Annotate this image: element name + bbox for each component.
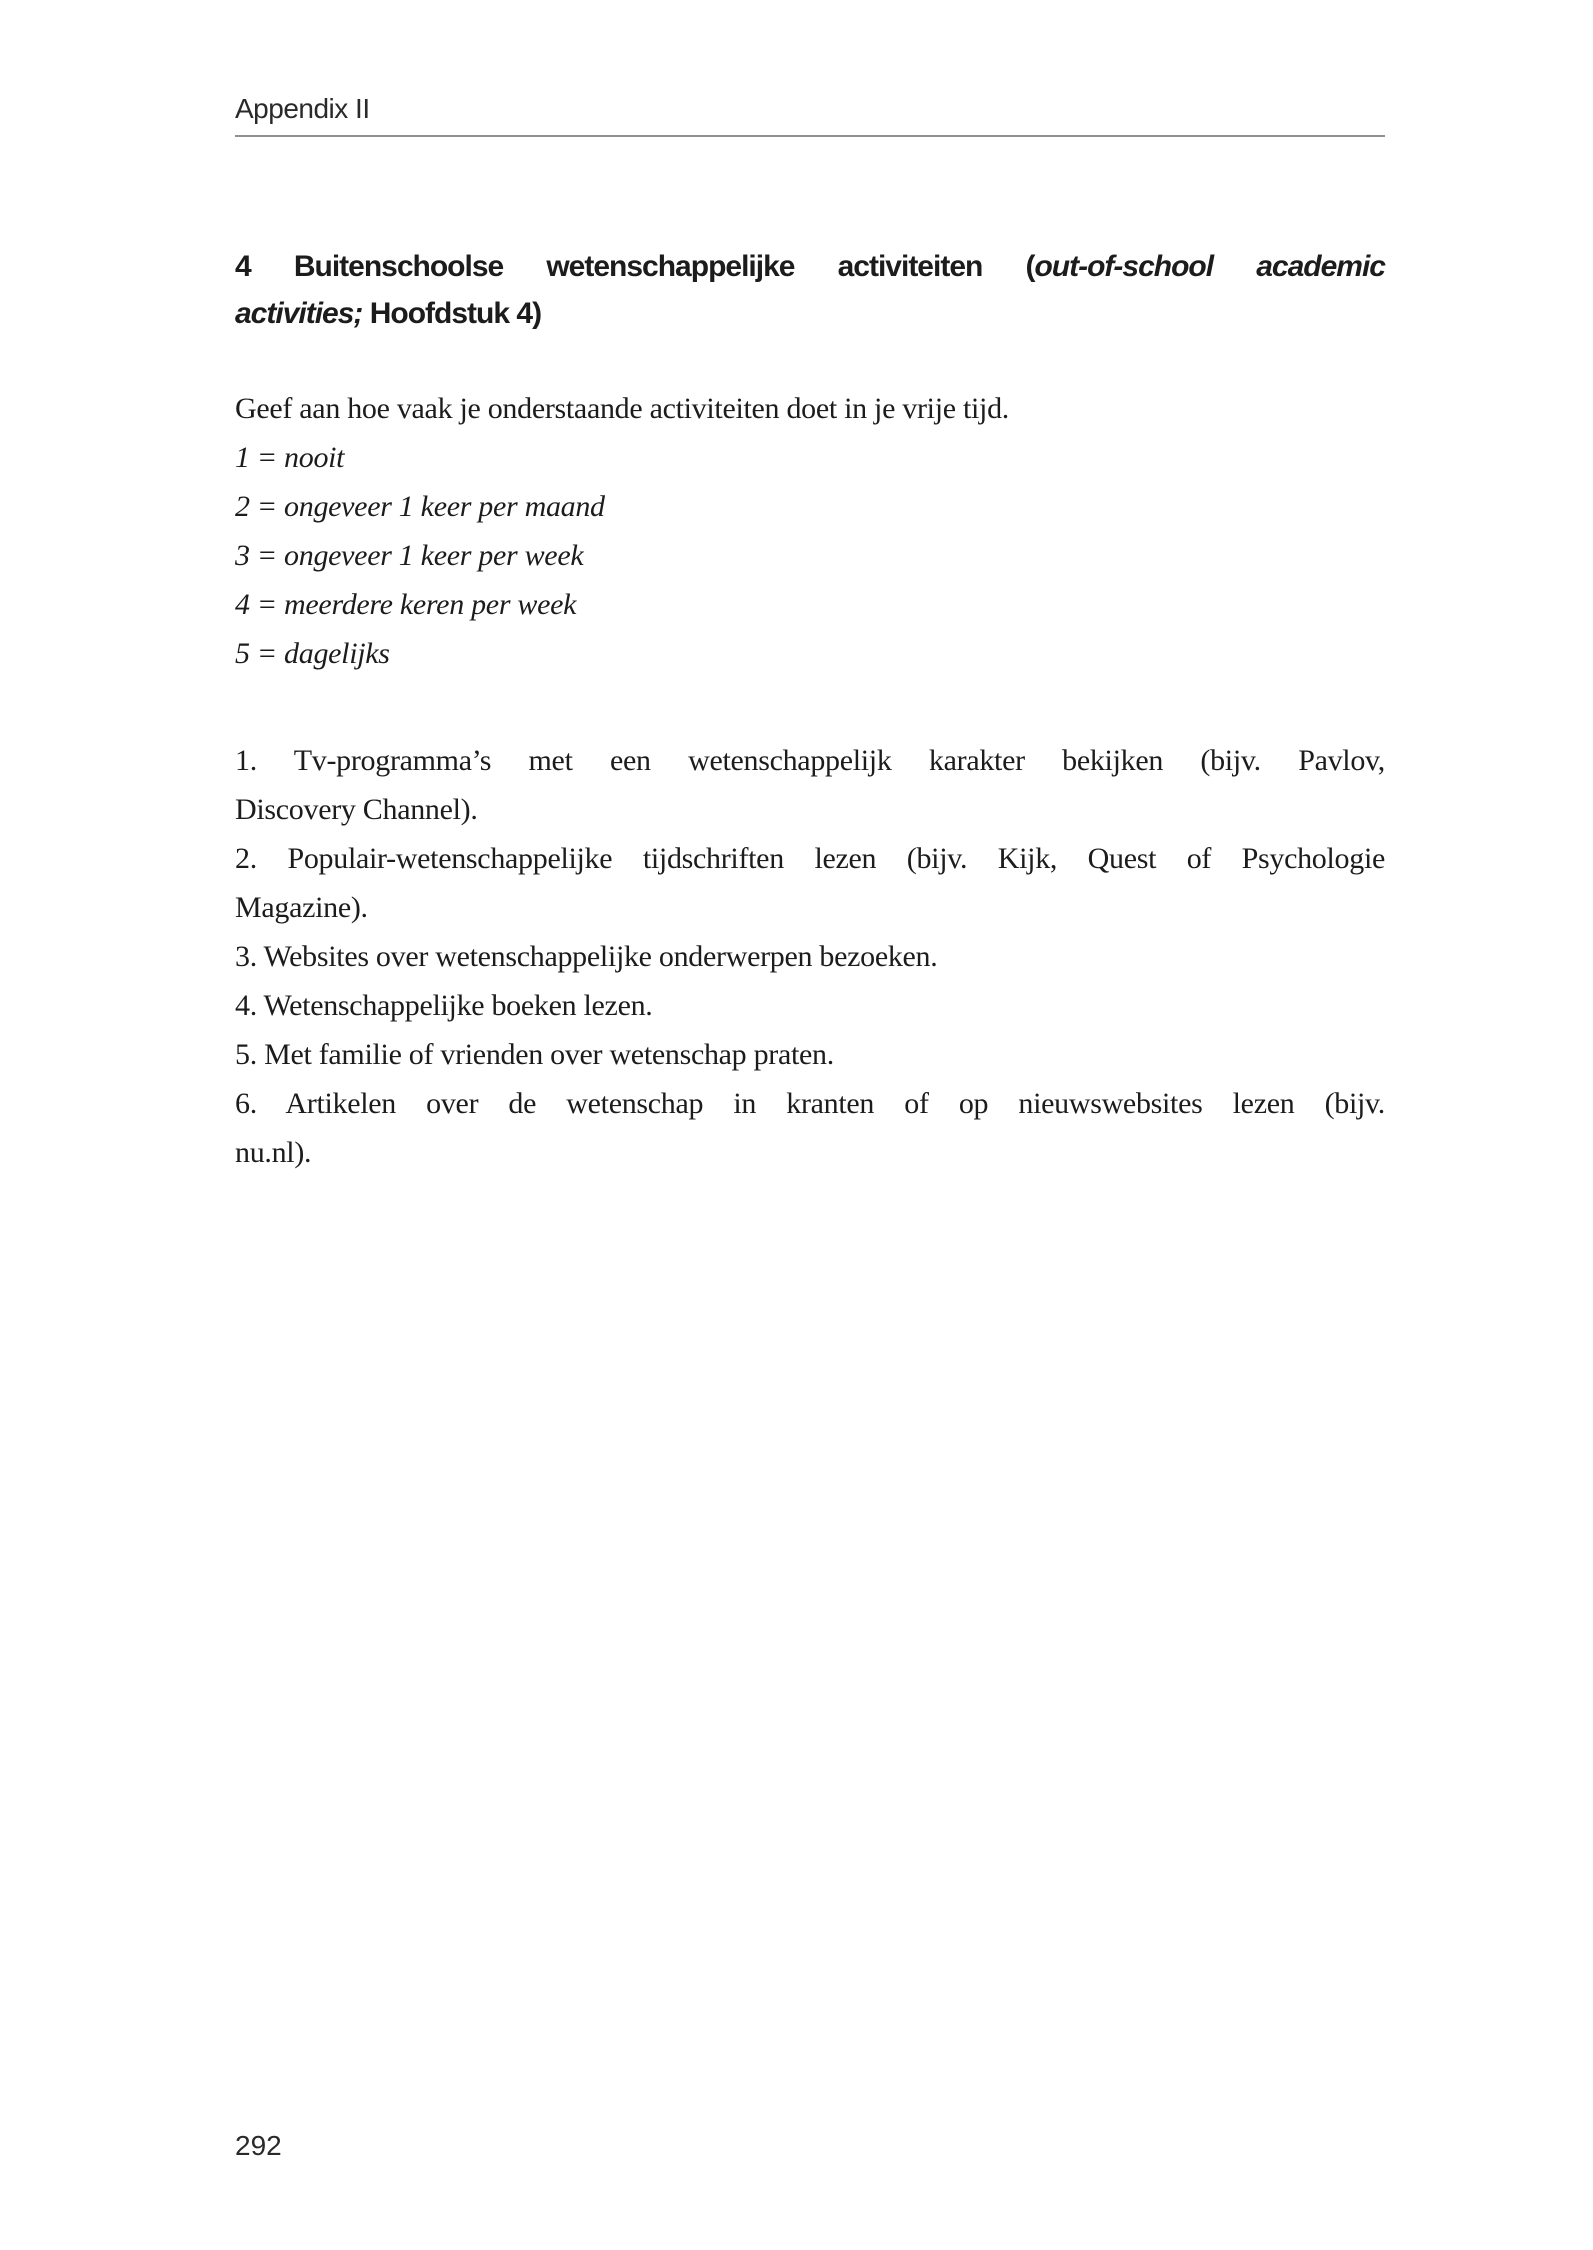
heading-text-bold: 4 Buitenschoolse wetenschappelijke activiteiten ( xyxy=(235,250,1035,283)
heading-text-bold: Hoofdstuk 4) xyxy=(362,297,542,330)
item-2-line-1: 2. Populair-wetenschappelijke tijdschriften lezen (bijv. Kijk, Quest of Psychologie xyxy=(235,842,1385,875)
frequency-scale-block xyxy=(235,384,1385,678)
header-rule xyxy=(235,135,1385,137)
section-heading-line-1 xyxy=(235,243,1385,290)
running-header-text: Appendix II xyxy=(235,93,370,124)
item-3-line-1: 3. Websites over wetenschappelijke onderwerpen bezoeken. xyxy=(235,940,938,973)
section-heading-line-2 xyxy=(235,290,1385,337)
scale-item-5: 5 = dagelijks xyxy=(235,637,390,670)
item-4-line-1: 4. Wetenschappelijke boeken lezen. xyxy=(235,989,653,1022)
item-6-line-1: 6. Artikelen over de wetenschap in kranten of op nieuwswebsites lezen (bijv. xyxy=(235,1087,1385,1120)
activity-items-block xyxy=(235,736,1385,1177)
item-6-line-2: nu.nl). xyxy=(235,1136,312,1169)
scale-item-2: 2 = ongeveer 1 keer per maand xyxy=(235,490,605,523)
scale-item-3: 3 = ongeveer 1 keer per week xyxy=(235,539,584,572)
heading-text-italic: out-of-school academic xyxy=(1034,250,1385,283)
item-1-line-1: 1. Tv-programma’s met een wetenschappelijk karakter bekijken (bijv. Pavlov, xyxy=(235,744,1385,777)
running-header xyxy=(235,92,1385,126)
intro-sentence: Geef aan hoe vaak je onderstaande activiteiten doet in je vrije tijd. xyxy=(235,392,1009,425)
page-number: 292 xyxy=(235,2130,282,2161)
heading-text-italic: activities; xyxy=(235,297,363,330)
scale-item-1: 1 = nooit xyxy=(235,441,345,474)
item-5-line-1: 5. Met familie of vrienden over wetenschap praten. xyxy=(235,1038,834,1071)
scale-item-4: 4 = meerdere keren per week xyxy=(235,588,577,621)
item-2-line-2: Magazine). xyxy=(235,891,368,924)
section-heading xyxy=(235,243,1385,337)
item-1-line-2: Discovery Channel). xyxy=(235,793,478,826)
